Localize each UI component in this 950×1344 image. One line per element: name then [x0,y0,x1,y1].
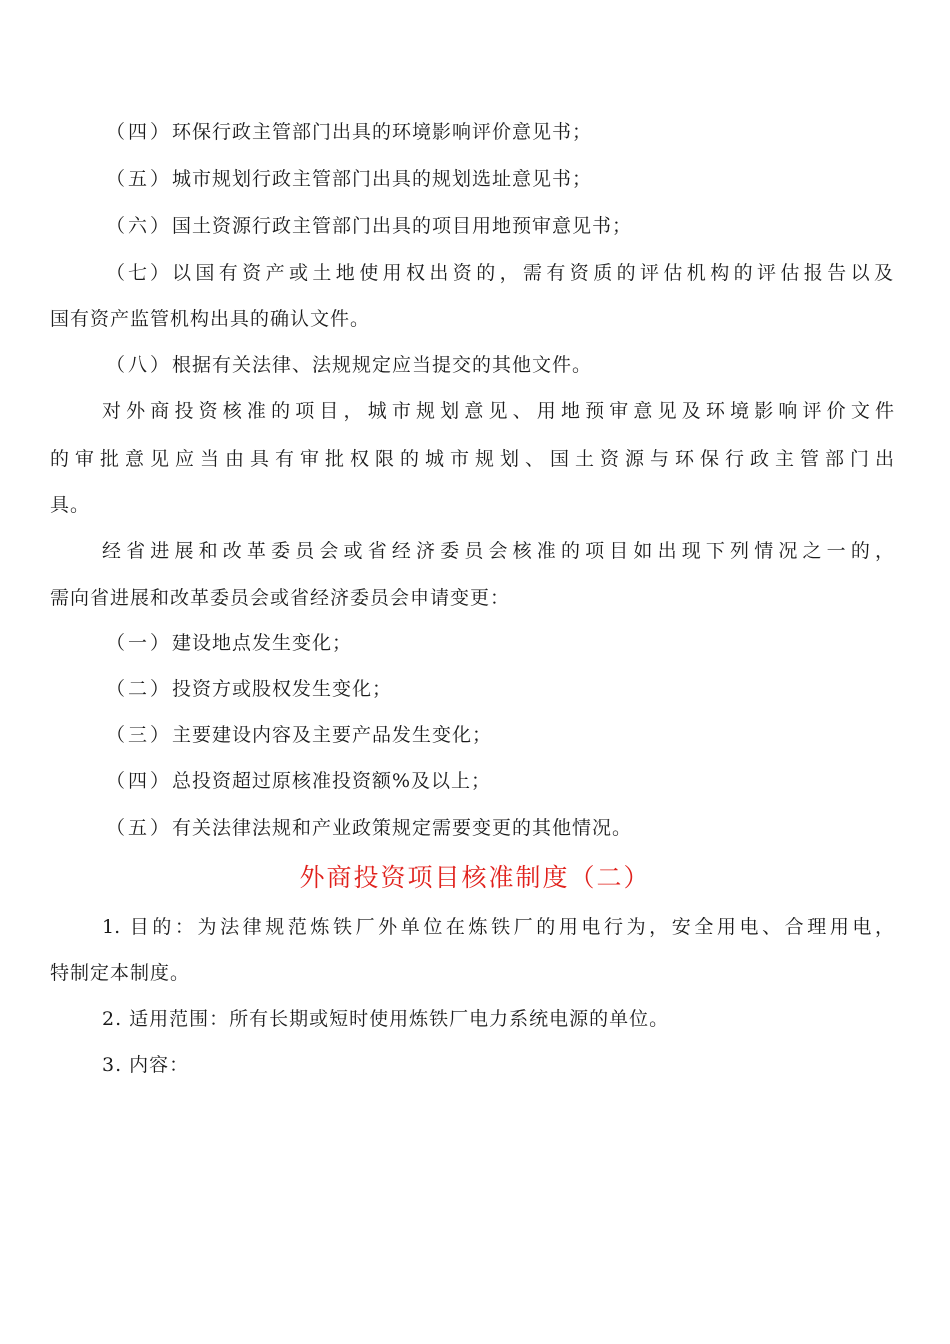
list-item-number: （二） [106,678,173,700]
list-item-number: （五） [106,817,173,839]
list-item-number: （一） [106,632,173,654]
numbered-item-text: 特制定本制度。 [50,962,191,984]
section-title: 外商投资项目核准制度（二） [299,863,651,892]
list-item-text: 建设地点发生变化； [172,632,353,654]
paragraph-text: 具。 [50,494,91,516]
list-item-text: 环保行政主管部门出具的环境影响评价意见书； [172,121,593,143]
list-item-number: （五） [106,168,173,190]
list-item-number: （四） [106,770,173,792]
list-item-text: 国土资源行政主管部门出具的项目用地预审意见书； [172,215,633,237]
list-item-text: 根据有关法律、法规规定应当提交的其他文件。 [172,354,593,376]
list-item-text: 城市规划行政主管部门出具的规划选址意见书； [172,168,593,190]
list-item-number: （六） [106,215,173,237]
paragraph-text: 对外商投资核准的项目，城市规划意见、用地预审意见及环境影响评价文件 [102,400,894,422]
list-item-number: （四） [106,121,173,143]
numbered-item-text: 1. 目的：为法律规范炼铁厂外单位在炼铁厂的用电行为，安全用电、合理用电， [102,916,894,938]
numbered-item-text: 3. 内容： [102,1054,190,1076]
list-item-text: 有关法律法规和产业政策规定需要变更的其他情况。 [172,817,633,839]
list-item-text: 总投资超过原核准投资额%及以上； [172,770,492,792]
paragraph-text: 的审批意见应当由具有审批权限的城市规划、国土资源与环保行政主管部门出 [50,448,894,470]
list-item-text: 主要建设内容及主要产品发生变化； [172,724,493,746]
numbered-item-text: 2. 适用范围：所有长期或短时使用炼铁厂电力系统电源的单位。 [102,1008,670,1030]
list-item-number: （八） [106,354,173,376]
paragraph-text: 需向省进展和改革委员会或省经济委员会申请变更： [50,587,511,609]
list-item-number: （七） [106,262,173,284]
list-item-number: （三） [106,724,173,746]
list-item-continuation-text: 国有资产监管机构出具的确认文件。 [50,308,371,330]
list-item-text: 以国有资产或土地使用权出资的，需有资质的评估机构的评估报告以及 [172,262,894,284]
list-item-text: 投资方或股权发生变化； [172,678,393,700]
paragraph-text: 经省进展和改革委员会或省经济委员会核准的项目如出现下列情况之一的， [102,540,894,562]
